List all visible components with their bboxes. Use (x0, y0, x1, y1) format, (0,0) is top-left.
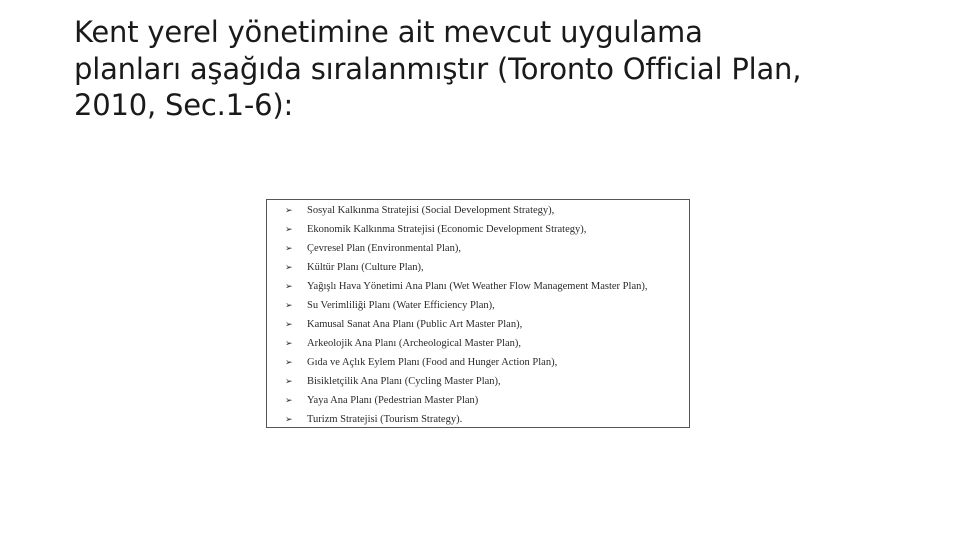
list-item-text: Kamusal Sanat Ana Planı (Public Art Master Plan), (307, 319, 523, 330)
arrow-bullet-icon: ➢ (285, 281, 293, 292)
list-item-text: Sosyal Kalkınma Stratejisi (Social Development Strategy), (307, 205, 555, 216)
plan-list (267, 201, 689, 429)
list-item (267, 372, 689, 391)
list-item-text: Arkeolojik Ana Planı (Archeological Master Plan), (307, 338, 522, 349)
list-item (267, 296, 689, 315)
list-item-text: Çevresel Plan (Environmental Plan), (307, 243, 461, 254)
list-item-text: Yağışlı Hava Yönetimi Ana Planı (Wet Weather Flow Management Master Plan), (307, 281, 648, 292)
slide-title-line: Kent yerel yönetimine ait mevcut uygulama (74, 15, 703, 49)
list-item (267, 258, 689, 277)
list-item-text: Bisikletçilik Ana Planı (Cycling Master Plan), (307, 376, 501, 387)
list-item (267, 353, 689, 372)
list-item-text: Yaya Ana Planı (Pedestrian Master Plan) (307, 395, 479, 406)
list-item-text: Su Verimliliği Planı (Water Efficiency Plan), (307, 300, 495, 311)
list-item (267, 201, 689, 220)
list-item (267, 391, 689, 410)
arrow-bullet-icon: ➢ (285, 376, 293, 387)
arrow-bullet-icon: ➢ (285, 395, 293, 406)
slide-title-line: 2010, Sec.1-6): (74, 88, 294, 122)
arrow-bullet-icon: ➢ (285, 319, 293, 330)
slide-title (74, 14, 914, 124)
list-item (267, 315, 689, 334)
list-item-text: Turizm Stratejisi (Tourism Strategy). (307, 414, 463, 425)
arrow-bullet-icon: ➢ (285, 414, 293, 425)
list-item (267, 220, 689, 239)
arrow-bullet-icon: ➢ (285, 205, 293, 216)
list-item (267, 277, 689, 296)
list-item (267, 410, 689, 429)
list-item-text: Kültür Planı (Culture Plan), (307, 262, 424, 273)
arrow-bullet-icon: ➢ (285, 224, 293, 235)
arrow-bullet-icon: ➢ (285, 357, 293, 368)
slide-title-line: planları aşağıda sıralanmıştır (Toronto Official Plan, (74, 51, 802, 86)
arrow-bullet-icon: ➢ (285, 262, 293, 273)
list-item-text: Ekonomik Kalkınma Stratejisi (Economic Development Strategy), (307, 224, 587, 235)
arrow-bullet-icon: ➢ (285, 338, 293, 349)
arrow-bullet-icon: ➢ (285, 243, 293, 254)
arrow-bullet-icon: ➢ (285, 300, 293, 311)
plan-list-image (266, 199, 690, 428)
list-item-text: Gıda ve Açlık Eylem Planı (Food and Hunger Action Plan), (307, 357, 558, 368)
list-item (267, 334, 689, 353)
list-item (267, 239, 689, 258)
